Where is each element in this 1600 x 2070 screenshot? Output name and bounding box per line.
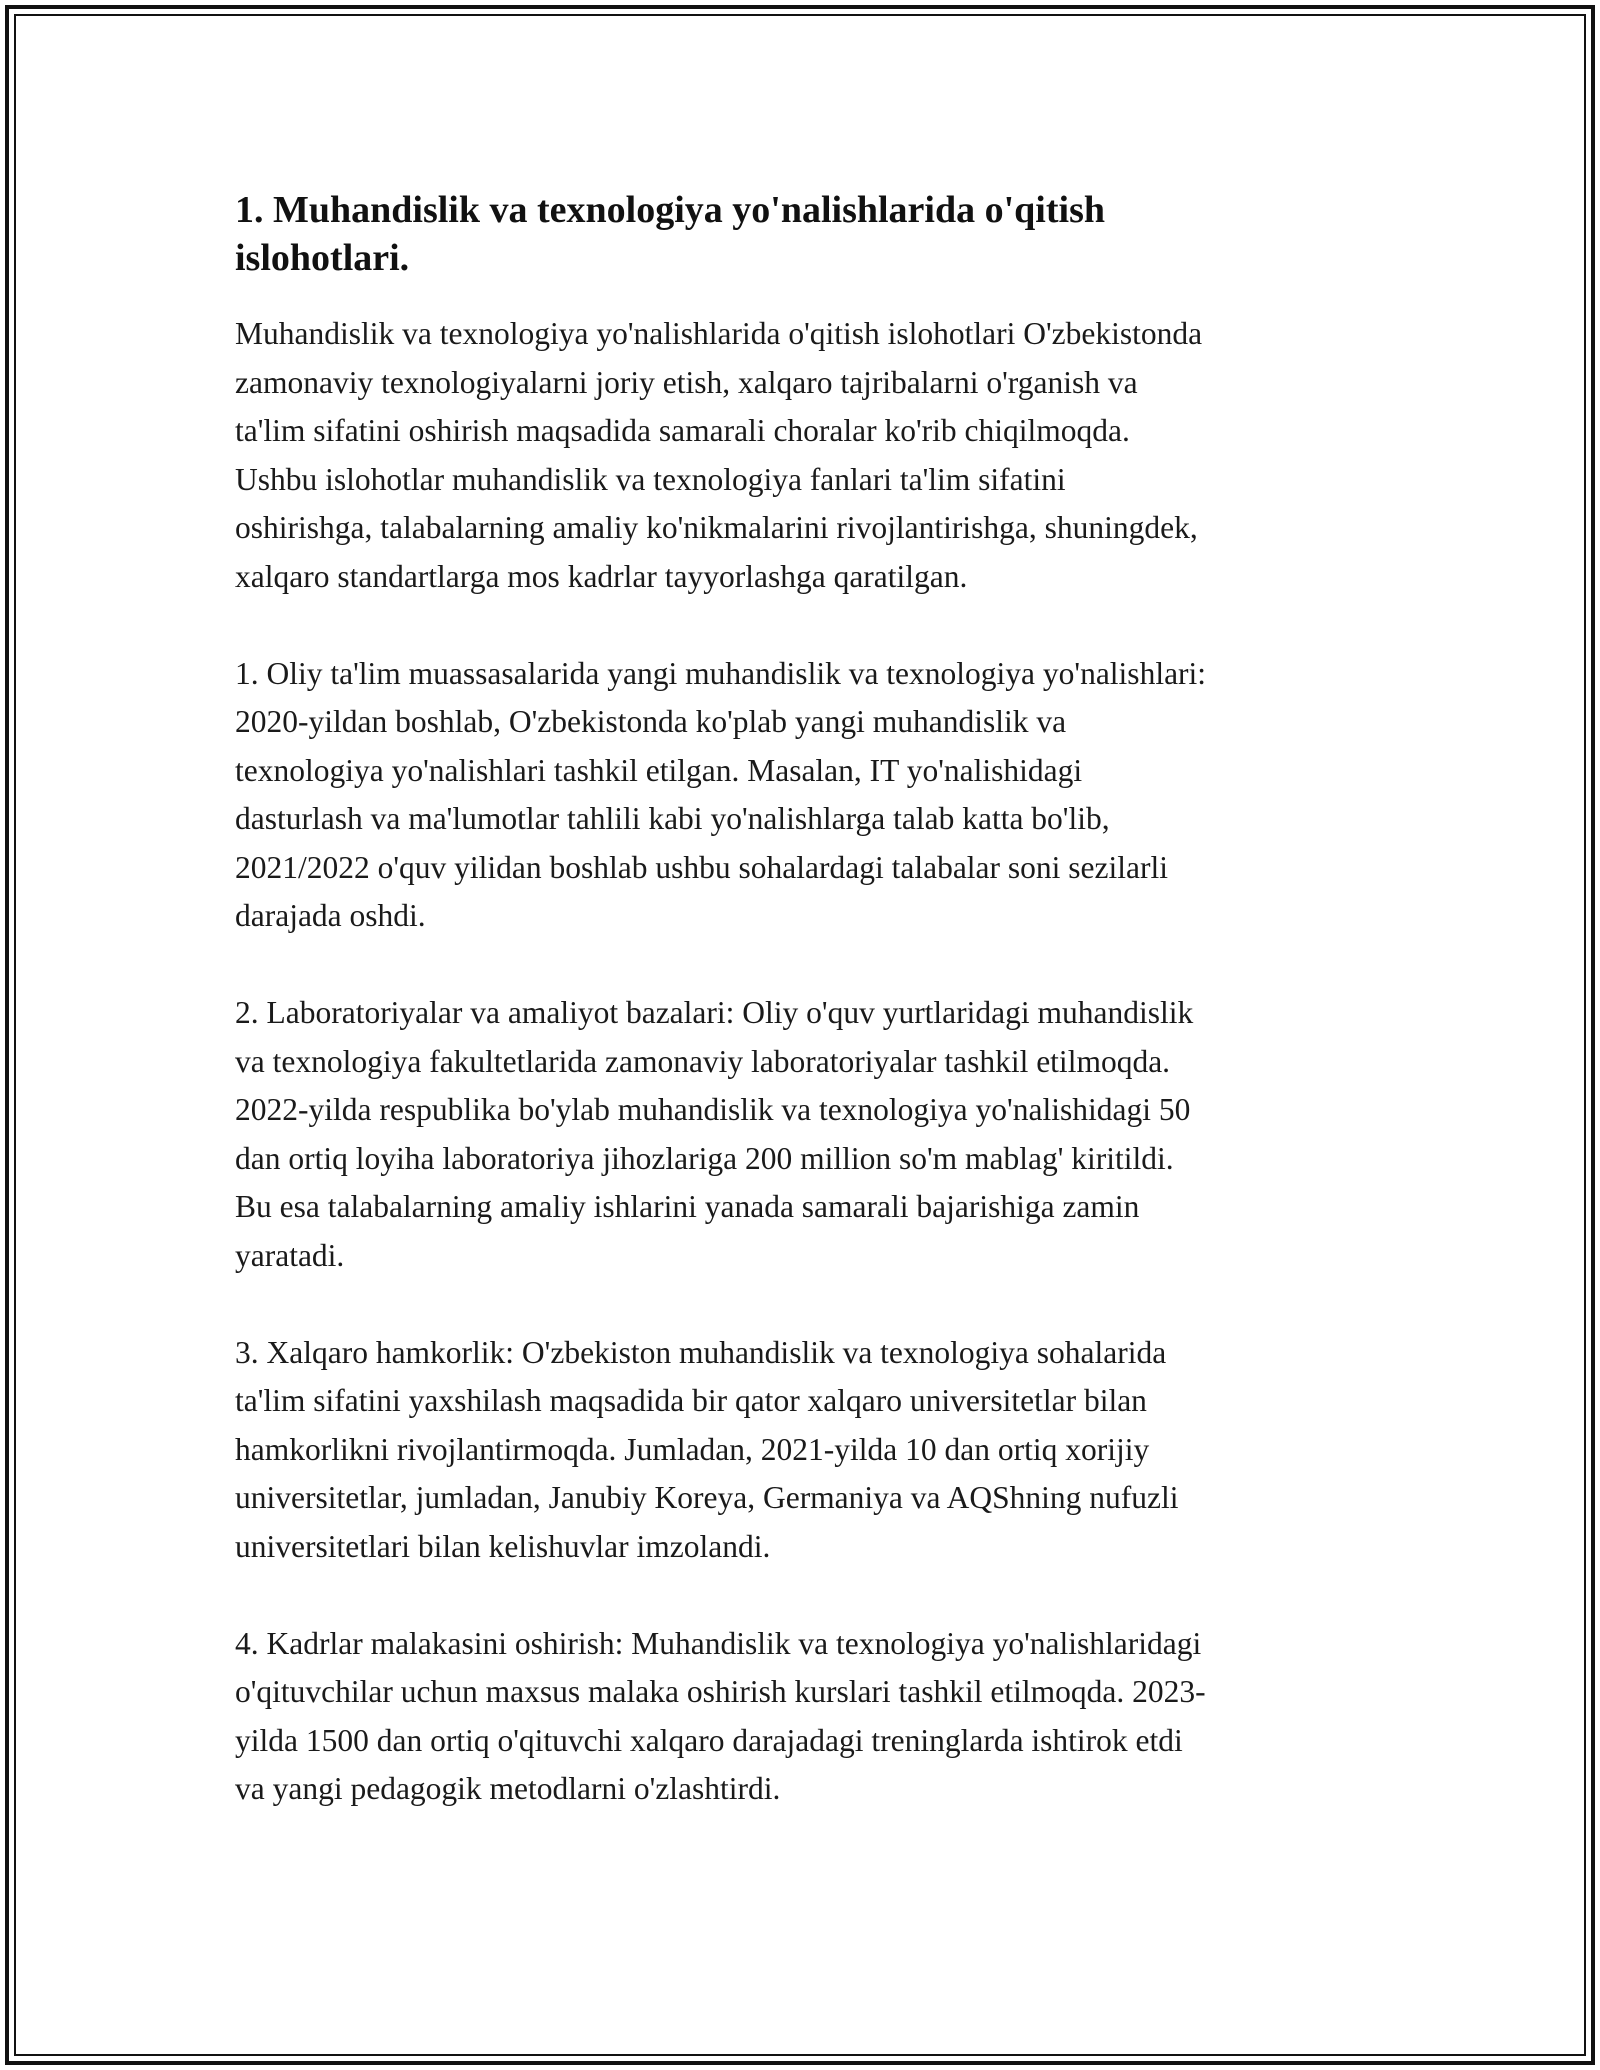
document-body [235, 186, 1375, 1862]
title-line: 1. Muhandislik va texnologiya yo'nalishlarida o'qitish [235, 189, 1105, 231]
intro-paragraph [235, 310, 1375, 601]
text-line: ta'lim sifatini oshirish maqsadida samarali choralar ko'rib chiqilmoqda. [235, 413, 1130, 448]
text-line: 2021/2022 o'quv yilidan boshlab ushbu sohalardagi talabalar soni sezilarli [235, 849, 1168, 885]
text-line: hamkorlikni rivojlantirmoqda. Jumladan, 2021-yilda 10 dan ortiq xorijiy [235, 1431, 1150, 1467]
text-line: 3. Xalqaro hamkorlik: O'zbekiston muhandislik va texnologiya sohalarida [235, 1334, 1167, 1370]
section-paragraph-4 [235, 1620, 1375, 1814]
text-line: yaratadi. [235, 1237, 345, 1273]
text-line: xalqaro standartlarga mos kadrlar tayyorlashga qaratilgan. [235, 558, 968, 594]
text-line: 2. Laboratoriyalar va amaliyot bazalari: Oliy o'quv yurtlaridagi muhandislik [235, 995, 1194, 1030]
text-line: ta'lim sifatini yaxshilash maqsadida bir qator xalqaro universitetlar bilan [235, 1383, 1147, 1418]
text-line: 2022-yilda respublika bo'ylab muhandislik va texnologiya yo'nalishidagi 50 [235, 1092, 1191, 1127]
section-paragraph-3 [235, 1329, 1375, 1572]
text-line: yilda 1500 dan ortiq o'qituvchi xalqaro darajadagi treninglarda ishtirok etdi [235, 1722, 1183, 1758]
text-line: universitetlari bilan kelishuvlar imzolandi. [235, 1528, 771, 1564]
text-line: texnologiya yo'nalishlari tashkil etilgan. Masalan, IT yo'nalishidagi [235, 752, 1083, 788]
section-paragraph-2 [235, 989, 1375, 1280]
title-line: islohotlari. [235, 237, 410, 279]
text-line: 4. Kadrlar malakasini oshirish: Muhandislik va texnologiya yo'nalishlaridagi [235, 1625, 1202, 1661]
text-line: Ushbu islohotlar muhandislik va texnologiya fanlari ta'lim sifatini [235, 461, 1066, 497]
section-paragraph-1 [235, 650, 1375, 941]
text-line: darajada oshdi. [235, 898, 426, 933]
text-line: Bu esa talabalarning amaliy ishlarini yanada samarali bajarishiga zamin [235, 1189, 1140, 1224]
text-line: zamonaviy texnologiyalarni joriy etish, xalqaro tajribalarni o'rganish va [235, 364, 1138, 400]
text-line: dasturlash va ma'lumotlar tahlili kabi yo'nalishlarga talab katta bo'lib, [235, 801, 1110, 836]
text-line: Muhandislik va texnologiya yo'nalishlarida o'qitish islohotlari O'zbekistonda [235, 316, 1203, 351]
text-line: dan ortiq loyiha laboratoriya jihozlariga 200 million so'm mablag' kiritildi. [235, 1140, 1174, 1176]
text-line: va texnologiya fakultetlarida zamonaviy laboratoriyalar tashkil etilmoqda. [235, 1043, 1171, 1079]
text-line: oshirishga, talabalarning amaliy ko'nikmalarini rivojlantirishga, shuningdek, [235, 510, 1198, 545]
text-line: 1. Oliy ta'lim muassasalarida yangi muhandislik va texnologiya yo'nalishlari: [235, 655, 1207, 691]
page-title [235, 186, 1375, 282]
text-line: 2020-yildan boshlab, O'zbekistonda ko'plab yangi muhandislik va [235, 704, 1067, 739]
text-line: universitetlar, jumladan, Janubiy Koreya, Germaniya va AQShning nufuzli [235, 1480, 1179, 1515]
text-line: va yangi pedagogik metodlarni o'zlashtirdi. [235, 1771, 781, 1806]
text-line: o'qituvchilar uchun maxsus malaka oshirish kurslari tashkil etilmoqda. 2023- [235, 1674, 1206, 1709]
